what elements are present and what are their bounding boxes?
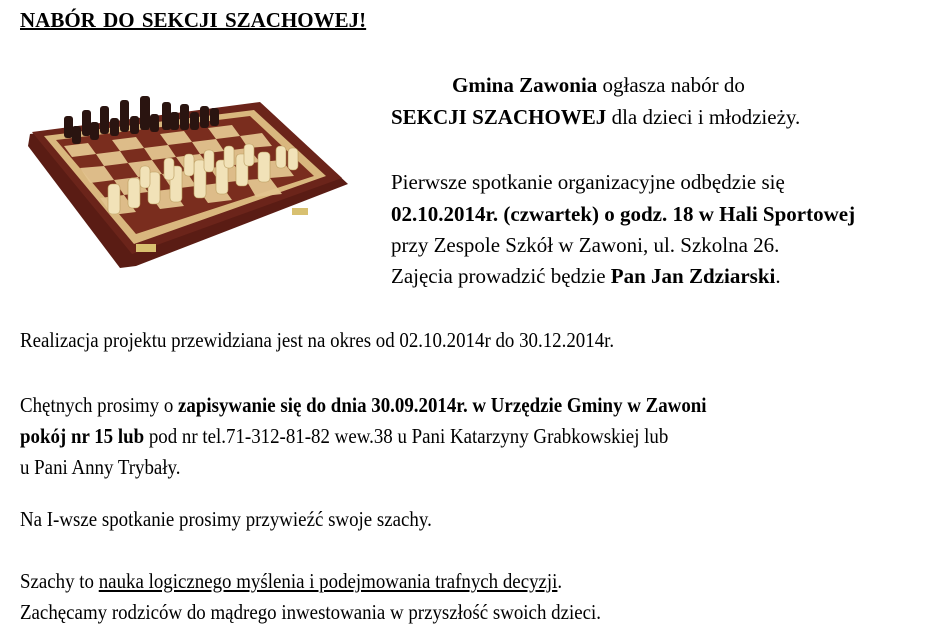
meeting-line-2: [391, 202, 855, 226]
signup-room: pokój nr 15 lub: [20, 424, 145, 448]
signup-line-2: [20, 424, 740, 448]
meeting-line-4-text: Zajęcia prowadzić będzie: [391, 264, 611, 288]
period-text-inner: Realizacja projektu przewidziana jest na okres od 02.10.2014r do 30.12.2014r.: [20, 328, 615, 352]
meeting-line-4: [391, 264, 781, 288]
closing-line-1-inner: [20, 569, 562, 593]
signup-line-2-inner: [20, 424, 668, 448]
closing-line-1-text: Szachy to: [20, 569, 99, 593]
instructor-name: Pan Jan Zdziarski: [610, 264, 776, 288]
intro-line-2-text: dla dzieci i młodzieży.: [606, 105, 801, 129]
signup-line-3-inner: u Pani Anny Trybały.: [20, 455, 181, 479]
meeting-date-place: 02.10.2014r. (czwartek) o godz. 18 w Hali Sportowej: [391, 202, 856, 226]
closing-line-1: [20, 569, 622, 593]
meeting-line-4-end: .: [775, 264, 781, 288]
municipality-name: Gmina Zawonia: [452, 73, 598, 97]
bring-chess-text: [20, 507, 478, 531]
chessboard-image: [24, 96, 348, 268]
closing-line-1-end: .: [557, 569, 563, 593]
signup-line-1: [20, 393, 783, 417]
meeting-line-3: przy Zespole Szkół w Zawoni, ul. Szkolna 26.: [391, 233, 780, 257]
intro-line-1: [452, 73, 745, 97]
signup-line-1-text: Chętnych prosimy o: [20, 393, 179, 417]
signup-contact: pod nr tel.71-312-81-82 wew.38 u Pani Katarzyny Grabkowskiej lub: [144, 424, 669, 448]
signup-deadline: zapisywanie się do dnia 30.09.2014r. w Urzędzie Gminy w Zawoni: [178, 393, 707, 417]
closing-line-2: [20, 600, 666, 624]
section-name: SEKCJI SZACHOWEJ: [391, 105, 607, 129]
page-title: NABÓR DO SEKCJI SZACHOWEJ!: [20, 8, 367, 32]
signup-line-1-inner: [20, 393, 707, 417]
chess-benefit: nauka logicznego myślenia i podejmowania trafnych decyzji: [98, 569, 558, 593]
signup-line-3: [20, 455, 198, 479]
period-text: [20, 328, 680, 352]
intro-line-1-text: ogłasza nabór do: [597, 73, 745, 97]
bring-chess-inner: Na I-wsze spotkanie prosimy przywieźć swoje szachy.: [20, 507, 432, 531]
intro-line-2: [391, 105, 800, 129]
closing-line-2-inner: Zachęcamy rodziców do mądrego inwestowania w przyszłość swoich dzieci.: [20, 600, 601, 624]
meeting-line-1: Pierwsze spotkanie organizacyjne odbędzie się: [391, 170, 785, 194]
